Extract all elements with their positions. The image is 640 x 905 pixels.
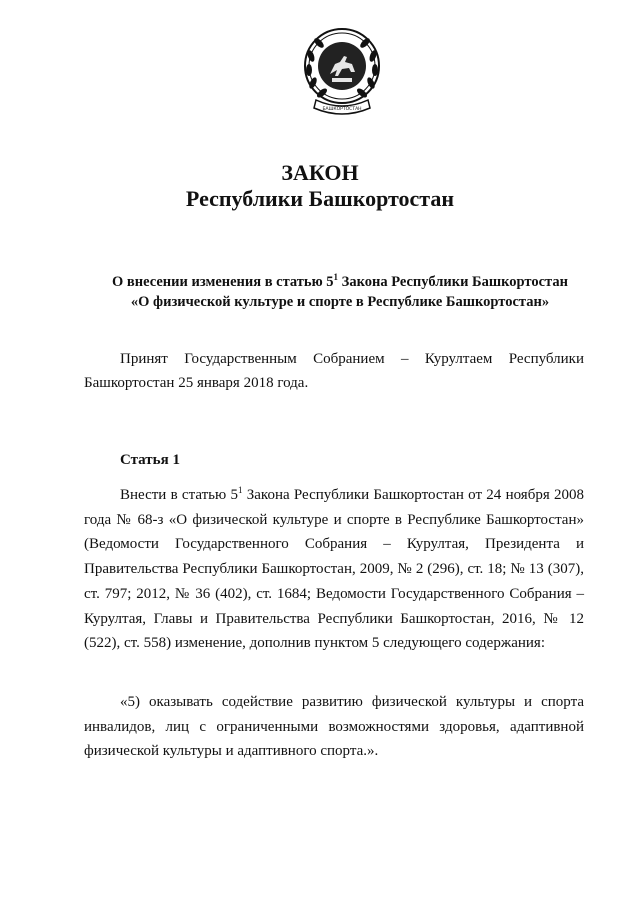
article-heading: Статья 1: [120, 452, 180, 468]
law-title-republic: Республики Башкортостан: [185, 186, 455, 211]
adoption-statement: Принят Государственным Собранием – Курултаем Республики Башкортостан 25 января 2018 года.: [84, 351, 584, 391]
law-title: ЗАКОН: [281, 160, 359, 185]
subtitle-line2: «О физической культуре и спорте в Республике Башкортостан»: [130, 294, 550, 310]
subtitle-line1-post: Закона Республики Башкортостан: [338, 274, 568, 290]
article-body-sup: 1: [237, 485, 243, 495]
law-subtitle: [40, 272, 640, 312]
article-body-post: Закона Республики Башкортостан от 24 ноября 2008 года № 68-з «О физической культуре и спорте в Республике Башкортостан» (Ведомости Государственного Собрания – Курултая, Президента и Правительства Республики Башкортостан, 2009, № 2 (296), ст. 18; № 13 (307), ст. 797; 2012, № 36 (402), ст. 1684; Ведомости Государственного Собрания – Курултая, Главы и Правительства Республики Башкортостан, 2016, № 12 (522), ст. 558) изменение, дополнив пунктом 5 следующего содержания:: [84, 487, 585, 652]
subtitle-line1-pre: О внесении изменения в статью 5: [112, 274, 334, 290]
article-body-pre: Внести в статью 5: [120, 487, 238, 503]
emblem-ribbon-text: БАШКОРТОСТАН: [322, 107, 362, 112]
subtitle-sup: 1: [333, 272, 339, 283]
coat-of-arms-icon: [302, 26, 382, 122]
article-body: [84, 483, 584, 656]
article-quote: «5) оказывать содействие развитию физической культуры и спорта инвалидов, лиц с ограниченными возможностями здоровья, адаптивной физической культуры и адаптивного спорта.».: [84, 694, 584, 759]
